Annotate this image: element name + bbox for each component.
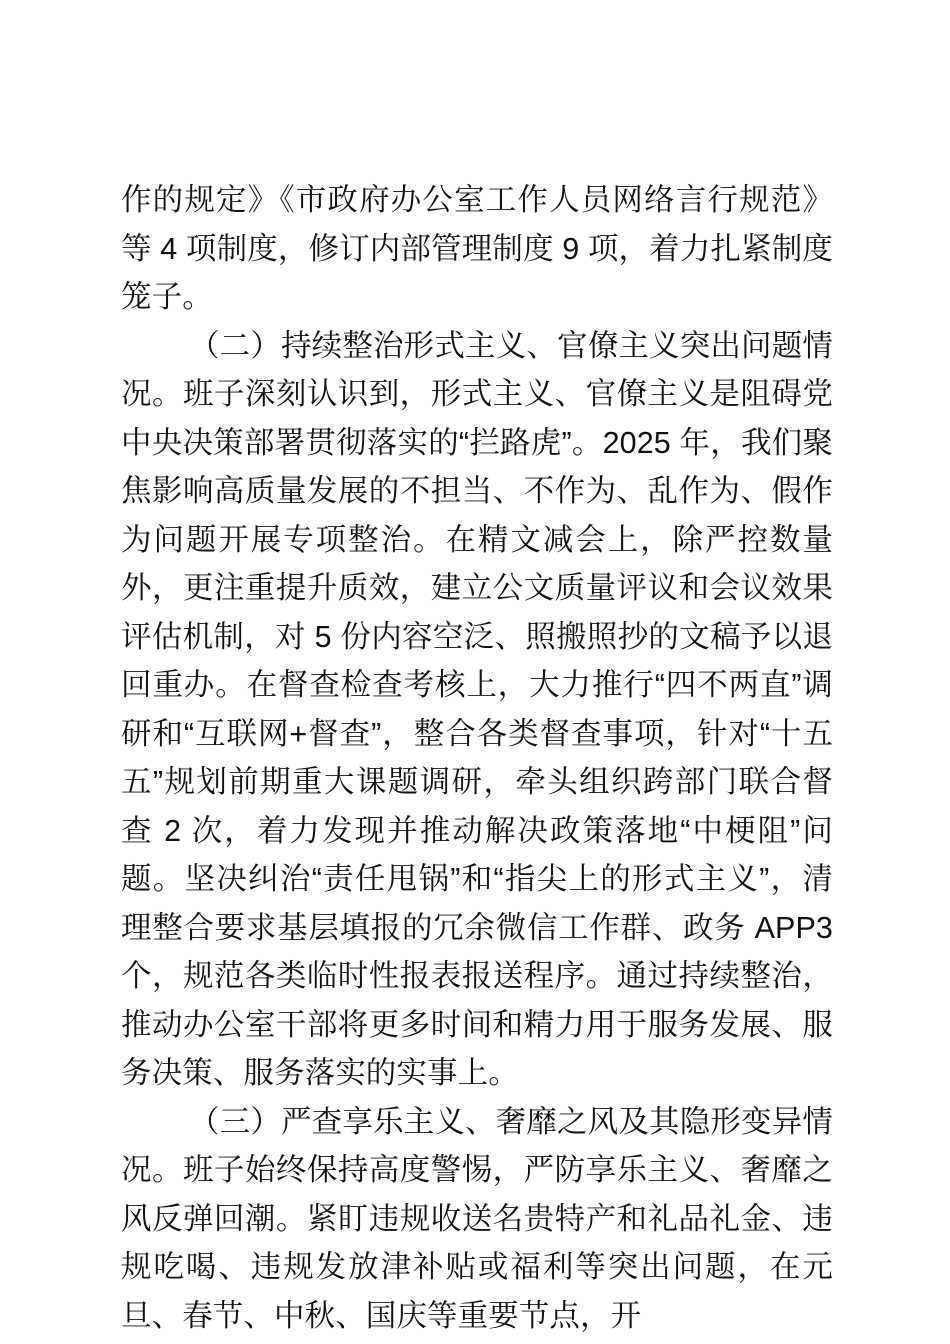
body-text-column [121,176,833,1340]
paragraph-section-two: （二）持续整治形式主义、官僚主义突出问题情况。班子深刻认识到，形式主义、官僚主义是阻碍党中央决策部署贯彻落实的“拦路虎”。2025 年，我们聚焦影响高质量发展的不担当、不作为、乱作为、假作为问题开展专项整治。在精文减会上，除严控数量外，更注重提升质效，建立公文质量评议和会议效果评估机制，对 5 份内容空泛、照搬照抄的文稿予以退回重办。在督查检查考核上，大力推行“四不两直”调研和“互联网+督查”，整合各类督查事项，针对“十五五”规划前期重大课题调研，牵头组织跨部门联合督查 2 次，着力发现并推动解决政策落地“中梗阻”问题。坚决纠治“责任甩锅”和“指尖上的形式主义”，清理整合要求基层填报的冗余微信工作群、政务 APP3 个，规范各类临时性报表报送程序。通过持续整治，推动办公室干部将更多时间和精力用于服务发展、服务决策、服务落实的实事上。 [121,328,833,1090]
paragraph-section-three: （三）严查享乐主义、奢靡之风及其隐形变异情况。班子始终保持高度警惕，严防享乐主义、奢靡之风反弹回潮。紧盯违规收送名贵特产和礼品礼金、违规吃喝、违规发放津补贴或福利等突出问题，在元旦、春节、中秋、国庆等重要节点，开 [121,1104,833,1333]
paragraph-continuation: 作的规定》《市政府办公室工作人员网络言行规范》等 4 项制度，修订内部管理制度 9 项，着力扎紧制度笼子。 [121,183,833,314]
